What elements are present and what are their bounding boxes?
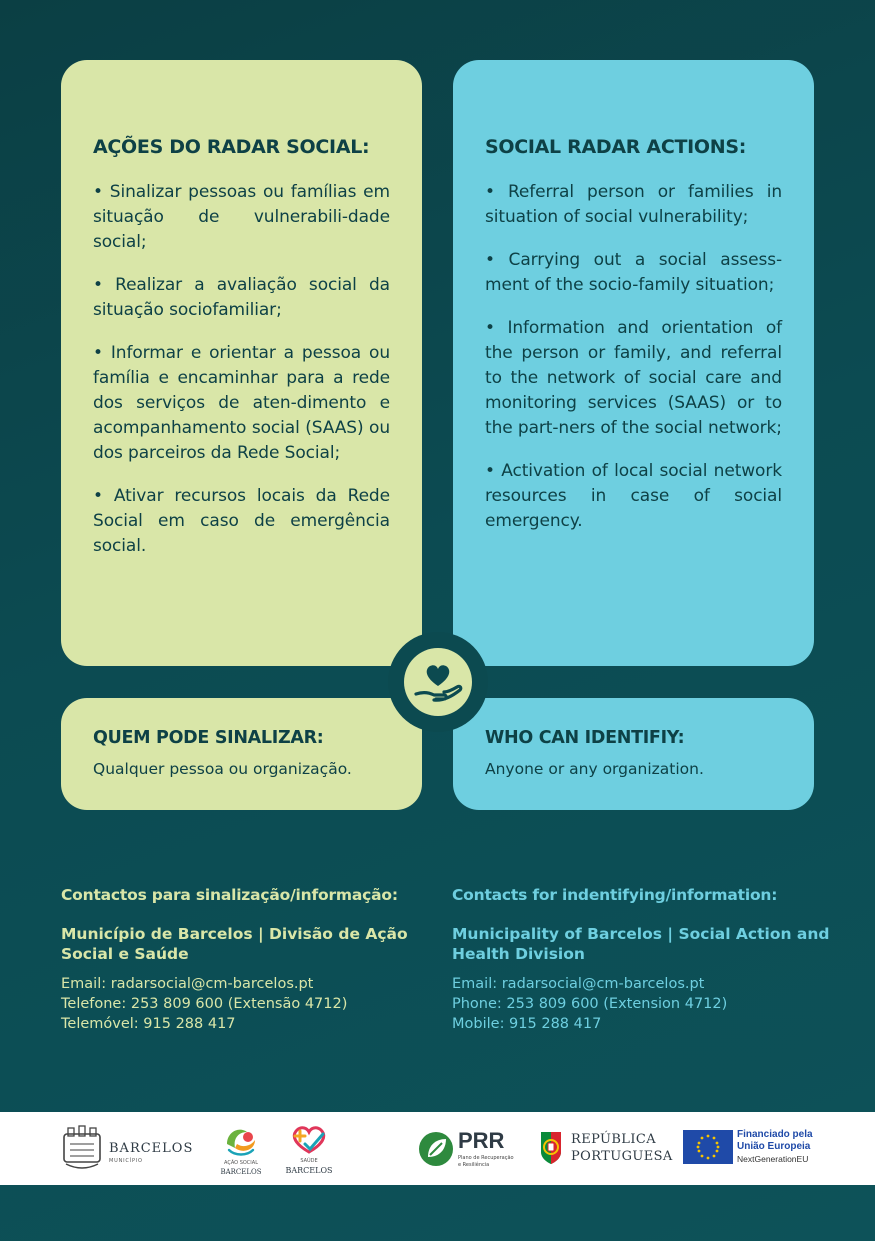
list-item: • Activation of local social network resources in case of social emergency. [485, 459, 782, 534]
saude-heart-icon [289, 1124, 329, 1156]
barcelos-logo [60, 1124, 195, 1174]
barcelos-sub: MUNICÍPIO [109, 1158, 143, 1164]
actions-list-en [485, 180, 782, 552]
eu-line3: NextGenerationEU [737, 1154, 809, 1164]
prr-leaf-icon [418, 1131, 454, 1167]
prr-acronym: PRR [458, 1128, 505, 1153]
contacts-email-pt: Email: radarsocial@cm-barcelos.pt [61, 976, 314, 992]
contacts-org-en: Municipality of Barcelos | Social Action and Health Division [452, 925, 830, 963]
actions-title-en: SOCIAL RADAR ACTIONS: [485, 136, 747, 158]
who-text-pt: Qualquer pessoa ou organização. [93, 760, 352, 778]
actions-card-pt [61, 60, 422, 666]
republica-logo [537, 1130, 672, 1170]
portugal-flag-icon [537, 1130, 565, 1166]
who-title-en: WHO CAN IDENTIFIY: [485, 728, 685, 748]
contacts-phone-en: Phone: 253 809 600 (Extension 4712) [452, 996, 728, 1012]
list-item: • Realizar a avaliação social da situação sociofamiliar; [93, 273, 390, 323]
saude-line2: BARCELOS [285, 1166, 333, 1175]
republica-line1: REPÚBLICA [571, 1132, 657, 1147]
list-item: • Information and orientation of the person or family, and referral to the network of social care and monitoring services (SAAS) or to the part-ners of the social network; [485, 316, 782, 441]
prr-line2: e Resiliência [458, 1162, 490, 1168]
list-item: • Ativar recursos locais da Rede Social em caso de emergência social. [93, 484, 390, 559]
eu-line2: União Europeia [737, 1141, 811, 1152]
list-item: • Sinalizar pessoas ou famílias em situação de vulnerabili-dade social; [93, 180, 390, 255]
who-card-pt [61, 698, 422, 810]
barcelos-name: BARCELOS [109, 1141, 194, 1156]
prr-line1: Plano de Recuperação [458, 1155, 514, 1161]
heart-hand-badge [388, 632, 488, 732]
actions-card-en [453, 60, 814, 666]
list-item: • Carrying out a social assess-ment of the socio-family situation; [485, 248, 782, 298]
acao-social-logo [215, 1124, 267, 1180]
list-item: • Referral person or families in situation of social vulnerability; [485, 180, 782, 230]
who-card-en [453, 698, 814, 810]
actions-list-pt [93, 180, 390, 577]
eu-funding-logo [683, 1130, 833, 1170]
who-text-en: Anyone or any organization. [485, 760, 704, 778]
acao-social-icon [221, 1124, 261, 1158]
contacts-phone-pt: Telefone: 253 809 600 (Extensão 4712) [61, 996, 348, 1012]
contacts-org-pt: Município de Barcelos | Divisão de Ação Social e Saúde [61, 925, 408, 963]
contacts-en [452, 886, 832, 1034]
contacts-email-en: Email: radarsocial@cm-barcelos.pt [452, 976, 705, 992]
footer-logos [0, 1112, 875, 1185]
contacts-heading-pt: Contactos para sinalização/informação: [61, 886, 398, 904]
republica-line2: PORTUGUESA [571, 1149, 673, 1164]
contacts-mobile-pt: Telemóvel: 915 288 417 [61, 1016, 236, 1032]
contacts-pt [61, 886, 441, 1034]
prr-logo [418, 1130, 524, 1174]
acao-social-line1: AÇÃO SOCIAL [224, 1160, 258, 1166]
saude-line1: SAÚDE [300, 1158, 318, 1164]
eu-line1: Financiado pela [737, 1129, 813, 1140]
actions-title-pt: AÇÕES DO RADAR SOCIAL: [93, 136, 370, 158]
contacts-mobile-en: Mobile: 915 288 417 [452, 1016, 602, 1032]
contacts-heading-en: Contacts for indentifying/information: [452, 886, 778, 904]
acao-social-line2: BARCELOS [220, 1168, 262, 1176]
saude-logo [282, 1124, 336, 1180]
barcelos-crest-icon [60, 1124, 104, 1172]
who-title-pt: QUEM PODE SINALIZAR: [93, 728, 324, 748]
list-item: • Informar e orientar a pessoa ou família e encaminhar para a rede dos serviços de aten-dimento e acompanhamento social (SAAS) ou dos parceiros da Rede Social; [93, 341, 390, 466]
eu-flag-icon [683, 1130, 733, 1164]
heart-hand-icon [404, 648, 472, 716]
